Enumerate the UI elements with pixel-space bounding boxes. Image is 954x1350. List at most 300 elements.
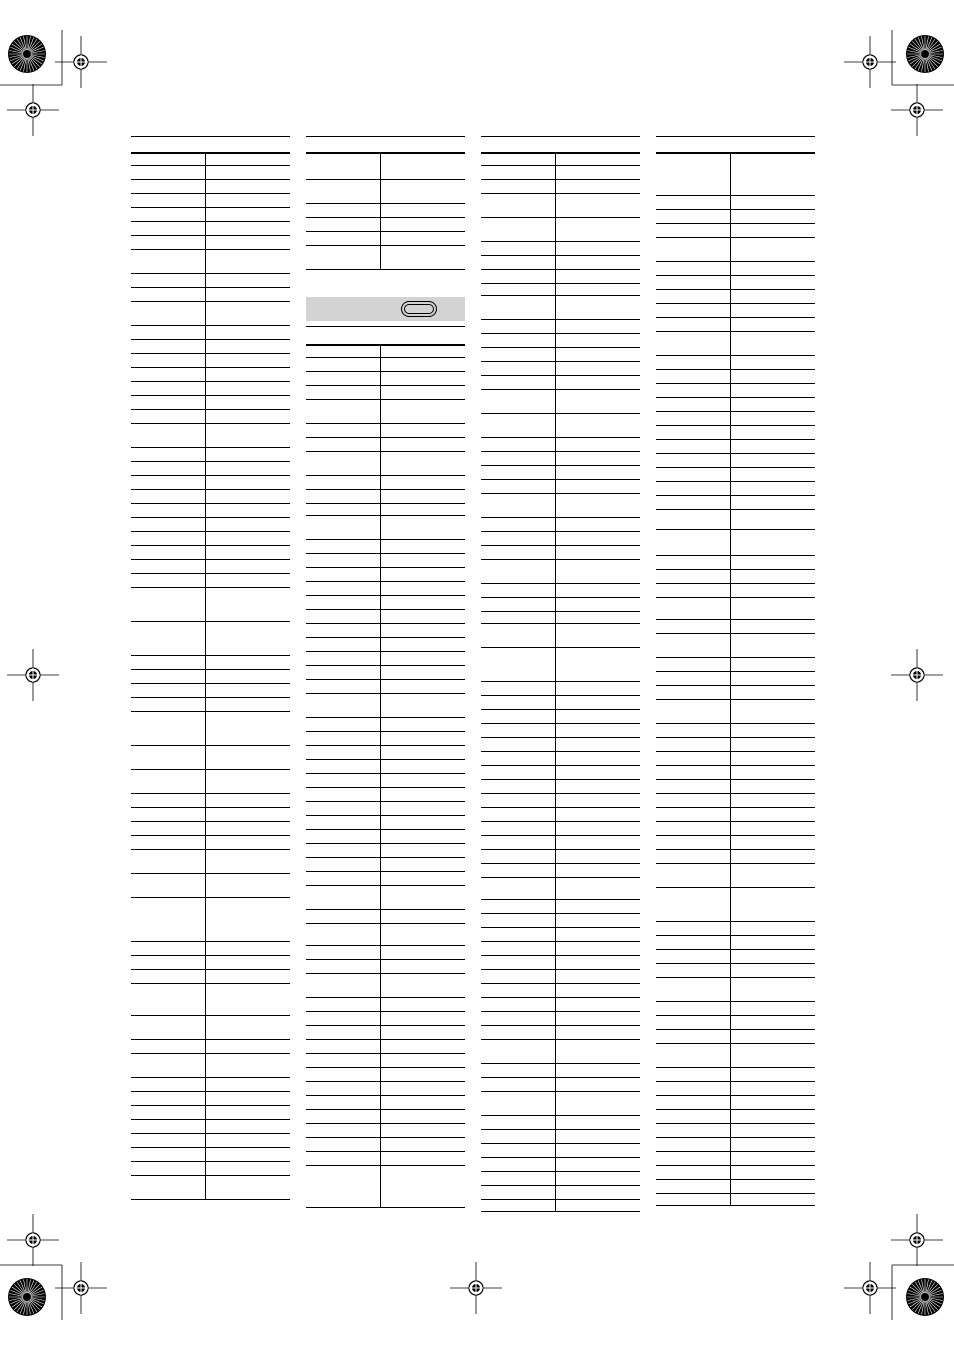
column-divider	[730, 658, 731, 672]
column-divider	[555, 296, 556, 320]
column-divider	[730, 332, 731, 356]
column-divider	[730, 238, 731, 262]
table-top-rule	[131, 136, 290, 137]
column-divider	[380, 344, 381, 358]
table-row	[481, 1040, 640, 1064]
column-divider	[555, 696, 556, 710]
table-row	[481, 914, 640, 928]
table-row	[131, 656, 290, 670]
table-row	[481, 836, 640, 850]
column-divider	[205, 770, 206, 794]
column-divider	[730, 530, 731, 556]
table-row	[656, 1110, 815, 1124]
table-row	[131, 222, 290, 236]
column-divider	[555, 362, 556, 376]
column-divider	[730, 370, 731, 384]
table-row	[656, 262, 815, 276]
column-divider	[730, 978, 731, 1002]
table-row	[481, 390, 640, 414]
column-divider	[730, 1016, 731, 1030]
table-row	[131, 622, 290, 656]
table-row	[481, 724, 640, 738]
column-divider	[380, 946, 381, 960]
column-divider	[205, 490, 206, 504]
column-divider	[555, 624, 556, 648]
table-row	[481, 822, 640, 836]
column-divider	[555, 1064, 556, 1078]
table-row	[131, 1176, 290, 1200]
table-row	[481, 1158, 640, 1172]
table-row	[481, 956, 640, 970]
table-row	[656, 672, 815, 686]
column-divider	[380, 858, 381, 872]
column-divider	[555, 218, 556, 242]
table-row	[306, 694, 465, 718]
table-row	[131, 208, 290, 222]
table-row	[306, 998, 465, 1012]
column-divider	[730, 570, 731, 584]
column-divider	[380, 452, 381, 476]
column-divider	[555, 928, 556, 942]
column-divider	[380, 666, 381, 680]
column-divider	[380, 232, 381, 246]
table-row	[306, 774, 465, 788]
table-row	[481, 494, 640, 518]
column-divider	[380, 694, 381, 718]
column-divider	[205, 410, 206, 424]
table-row	[306, 1026, 465, 1040]
column-divider	[380, 802, 381, 816]
column-divider	[730, 780, 731, 794]
column-divider	[205, 850, 206, 874]
column-divider	[555, 166, 556, 180]
table-row	[131, 490, 290, 504]
column-divider	[205, 1078, 206, 1092]
column-divider	[205, 1106, 206, 1120]
table-row	[131, 1016, 290, 1040]
column-divider	[380, 788, 381, 802]
table-row	[656, 454, 815, 468]
column-divider	[555, 878, 556, 900]
table-row	[481, 612, 640, 624]
table-row	[656, 1044, 815, 1068]
column-divider	[730, 822, 731, 836]
table-row	[481, 1172, 640, 1186]
table-row	[131, 1106, 290, 1120]
table-row	[481, 518, 640, 532]
table-row	[131, 518, 290, 532]
table-row	[131, 670, 290, 684]
column-divider	[555, 766, 556, 780]
column-divider	[380, 830, 381, 844]
table-row	[481, 334, 640, 348]
column-divider	[730, 794, 731, 808]
column-divider	[205, 1176, 206, 1200]
column-divider	[555, 850, 556, 864]
table-row	[306, 344, 465, 358]
table-row	[481, 794, 640, 808]
column-divider	[555, 1130, 556, 1144]
table-row	[306, 372, 465, 386]
table-row	[306, 816, 465, 830]
column-divider	[205, 984, 206, 1016]
table-row	[306, 830, 465, 844]
table-row	[131, 574, 290, 588]
column-divider	[205, 180, 206, 194]
table-row	[656, 426, 815, 440]
column-divider	[380, 844, 381, 858]
table-row	[131, 166, 290, 180]
column-divider	[555, 612, 556, 624]
column-divider	[380, 152, 381, 180]
table-row	[656, 1152, 815, 1166]
column-divider	[205, 1054, 206, 1078]
column-divider	[205, 448, 206, 462]
column-divider	[730, 468, 731, 482]
table-row	[306, 1096, 465, 1110]
table-row	[481, 296, 640, 320]
table-row	[131, 746, 290, 770]
column-divider	[380, 504, 381, 516]
column-divider	[205, 340, 206, 354]
table-row	[306, 1138, 465, 1152]
column-divider	[380, 610, 381, 624]
table-row	[481, 480, 640, 494]
table-row	[656, 1002, 815, 1016]
column-divider	[730, 1068, 731, 1082]
column-divider	[205, 808, 206, 822]
table-row	[306, 1110, 465, 1124]
table-row	[656, 1194, 815, 1206]
column-divider	[380, 1012, 381, 1026]
column-divider	[730, 304, 731, 318]
column-divider	[730, 482, 731, 496]
column-divider	[205, 368, 206, 382]
table-row	[481, 242, 640, 256]
column-divider	[730, 196, 731, 210]
table-row	[131, 354, 290, 368]
table-row	[306, 218, 465, 232]
column-divider	[730, 412, 731, 426]
column-divider	[555, 822, 556, 836]
table-row	[481, 864, 640, 878]
column-divider	[730, 836, 731, 850]
column-divider	[205, 822, 206, 836]
table-row	[131, 546, 290, 560]
column-divider	[730, 598, 731, 620]
table-row	[656, 530, 815, 556]
column-divider	[205, 532, 206, 546]
table-row	[656, 152, 815, 196]
column-divider	[380, 760, 381, 774]
column-divider	[555, 998, 556, 1012]
column-divider	[730, 964, 731, 978]
column-divider	[555, 546, 556, 560]
column-divider	[730, 850, 731, 864]
column-divider	[555, 532, 556, 546]
column-divider	[555, 152, 556, 166]
table-row	[306, 652, 465, 666]
column-divider	[555, 984, 556, 998]
table-row	[481, 648, 640, 682]
table-row	[306, 400, 465, 424]
table-row	[481, 1064, 640, 1078]
table-row	[306, 1068, 465, 1082]
table-row	[656, 482, 815, 496]
column-divider	[555, 710, 556, 724]
table-row	[656, 700, 815, 724]
column-divider	[205, 574, 206, 588]
column-divider	[380, 1138, 381, 1152]
table-row	[131, 236, 290, 250]
table-row	[306, 582, 465, 596]
column-divider	[555, 452, 556, 466]
table-row	[656, 1180, 815, 1194]
table-row	[656, 440, 815, 454]
table-row	[481, 362, 640, 376]
column-divider	[730, 922, 731, 936]
table-row	[656, 1082, 815, 1096]
column-divider	[730, 634, 731, 658]
column-divider	[205, 462, 206, 476]
table-row	[656, 620, 815, 634]
table-row	[306, 788, 465, 802]
column-divider	[555, 256, 556, 270]
table-row	[656, 836, 815, 850]
table-row	[481, 752, 640, 766]
table-top-rule	[306, 136, 465, 137]
table-row	[656, 1016, 815, 1030]
table-row	[481, 194, 640, 218]
table-row	[481, 710, 640, 724]
table-row	[306, 718, 465, 732]
column-divider	[730, 808, 731, 822]
column-divider	[555, 1116, 556, 1130]
table-row	[131, 274, 290, 288]
column-divider	[730, 290, 731, 304]
column-divider	[555, 1172, 556, 1186]
column-divider	[555, 1040, 556, 1064]
crosshair-mark	[55, 36, 107, 88]
table-row	[481, 180, 640, 194]
column-divider	[555, 864, 556, 878]
column-divider	[380, 386, 381, 400]
crosshair-mark	[844, 36, 896, 88]
crosshair-mark	[844, 1262, 896, 1314]
table-row	[306, 1040, 465, 1054]
column-divider	[380, 1124, 381, 1138]
column-divider	[380, 1082, 381, 1096]
column-divider	[555, 584, 556, 598]
table-row	[656, 332, 815, 356]
table-row	[131, 410, 290, 424]
column-divider	[555, 1092, 556, 1116]
column-divider	[555, 900, 556, 914]
table-row	[131, 794, 290, 808]
table-row	[481, 376, 640, 390]
table-row	[306, 844, 465, 858]
column-divider	[205, 656, 206, 670]
column-divider	[555, 348, 556, 362]
column-divider	[380, 998, 381, 1012]
table-row	[481, 1012, 640, 1026]
table-row	[306, 596, 465, 610]
column-divider	[205, 274, 206, 288]
table-row	[131, 532, 290, 546]
table-row	[306, 610, 465, 624]
table-row	[656, 850, 815, 864]
table-row	[131, 956, 290, 970]
table-row	[481, 152, 640, 166]
table-row	[656, 822, 815, 836]
column-divider	[205, 1040, 206, 1054]
column-divider	[730, 1152, 731, 1166]
column-divider	[730, 1110, 731, 1124]
column-divider	[205, 166, 206, 180]
table-row	[656, 224, 815, 238]
table-row	[481, 1116, 640, 1130]
column-divider	[205, 1120, 206, 1134]
table-row	[656, 794, 815, 808]
column-divider	[205, 560, 206, 574]
column-divider	[205, 588, 206, 622]
column-divider	[730, 888, 731, 922]
column-divider	[730, 766, 731, 780]
column-divider	[730, 276, 731, 290]
table-row	[306, 858, 465, 872]
column-divider	[380, 1096, 381, 1110]
table-row	[656, 384, 815, 398]
table-row	[131, 984, 290, 1016]
table-row	[481, 808, 640, 822]
column-divider	[555, 648, 556, 682]
table-row	[656, 752, 815, 766]
table-row	[656, 468, 815, 482]
table-row	[306, 540, 465, 554]
column-divider	[205, 326, 206, 340]
table-row	[481, 414, 640, 438]
column-divider	[205, 152, 206, 166]
table-row	[656, 496, 815, 510]
table-row	[656, 888, 815, 922]
column-divider	[730, 1030, 731, 1044]
table-row	[306, 554, 465, 568]
column-divider	[730, 1166, 731, 1180]
table-row	[306, 910, 465, 924]
table-row	[306, 746, 465, 760]
column-divider	[380, 476, 381, 490]
column-divider	[730, 556, 731, 570]
table-row	[131, 424, 290, 448]
table-row	[131, 180, 290, 194]
column-divider	[380, 400, 381, 424]
table-row	[306, 974, 465, 998]
table-row	[306, 666, 465, 680]
table-row	[131, 1078, 290, 1092]
table-row	[481, 878, 640, 900]
table-row	[481, 766, 640, 780]
column-divider	[380, 1166, 381, 1208]
column-divider	[730, 440, 731, 454]
table-row	[131, 588, 290, 622]
column-divider	[555, 1012, 556, 1026]
table-row	[481, 1092, 640, 1116]
column-divider	[205, 712, 206, 746]
column-divider	[380, 554, 381, 568]
sunburst-mark-top-right	[906, 35, 944, 73]
column-divider	[380, 624, 381, 638]
table-row	[481, 942, 640, 956]
column-divider	[730, 672, 731, 686]
column-divider	[730, 752, 731, 766]
column-divider	[730, 426, 731, 440]
column-divider	[205, 956, 206, 970]
table-row	[656, 276, 815, 290]
column-divider	[205, 250, 206, 274]
table-row	[656, 808, 815, 822]
column-divider	[555, 598, 556, 612]
table-row	[656, 1068, 815, 1082]
column-divider	[205, 622, 206, 656]
column-divider	[730, 398, 731, 412]
table-row	[656, 978, 815, 1002]
table-row	[306, 802, 465, 816]
table-top-rule	[481, 136, 640, 137]
table-row	[306, 946, 465, 960]
table-row	[656, 356, 815, 370]
column-divider	[380, 1068, 381, 1082]
table-row	[656, 724, 815, 738]
sunburst-mark-bottom-left	[8, 1278, 46, 1316]
crosshair-mark	[7, 1214, 59, 1266]
column-divider	[205, 236, 206, 250]
table-row	[131, 898, 290, 942]
table-row	[481, 218, 640, 242]
table-row	[131, 1054, 290, 1078]
crosshair-mark	[7, 84, 59, 136]
table-row	[656, 1166, 815, 1180]
column-divider	[380, 886, 381, 910]
column-divider	[555, 1200, 556, 1212]
column-divider	[555, 194, 556, 218]
table-row	[656, 780, 815, 794]
table-row	[656, 634, 815, 658]
section-banner	[306, 297, 465, 321]
column-divider	[380, 718, 381, 732]
column-divider	[205, 302, 206, 326]
table-row	[131, 462, 290, 476]
table-row	[481, 452, 640, 466]
crosshair-mark	[55, 1262, 107, 1314]
table-row	[481, 998, 640, 1012]
column-divider	[205, 746, 206, 770]
table-row	[481, 682, 640, 696]
column-divider	[380, 732, 381, 746]
column-divider	[555, 466, 556, 480]
table-row	[656, 412, 815, 426]
column-divider	[380, 1110, 381, 1124]
table-row	[131, 712, 290, 746]
column-divider	[380, 204, 381, 218]
table-row	[656, 238, 815, 262]
column-divider	[205, 942, 206, 956]
table-row	[481, 546, 640, 560]
table-row	[131, 382, 290, 396]
table-row	[131, 560, 290, 574]
table-row	[306, 568, 465, 582]
table-top-rule	[656, 136, 815, 137]
column-divider	[555, 334, 556, 348]
